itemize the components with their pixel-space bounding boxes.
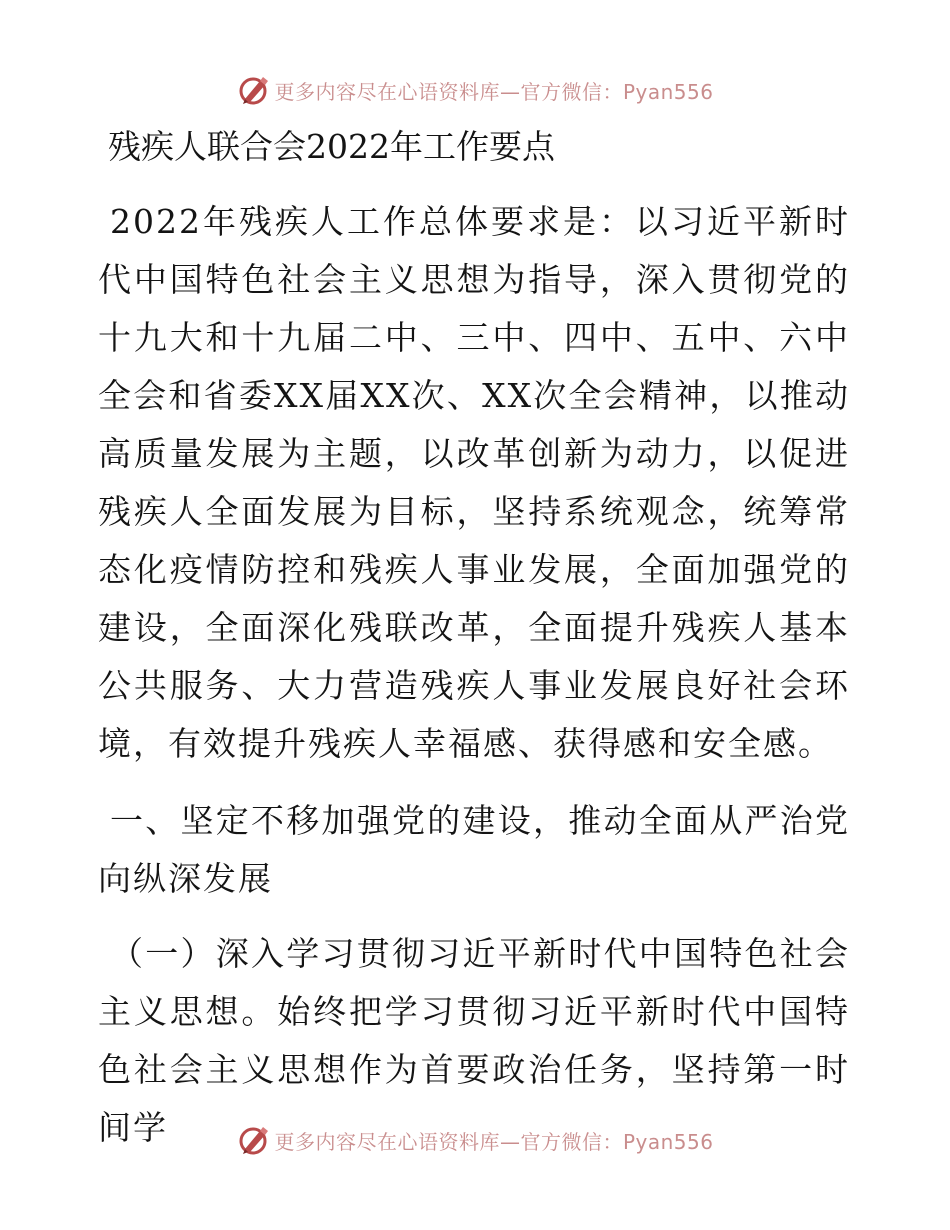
pen-logo-icon: [236, 1122, 272, 1158]
pen-logo-icon: [236, 72, 272, 108]
intro-paragraph: 2022年残疾人工作总体要求是：以习近平新时代中国特色社会主义思想为指导，深入贯彻党的十九大和十九届二中、三中、四中、五中、六中全会和省委XX届XX次、XX次全会精神，以推动高质量发展为主题，以改革创新为动力，以促进残疾人全面发展为目标，坚持系统观念，统筹常态化疫情防控和残疾人事业发展，全面加强党的建设，全面深化残联改革，全面提升残疾人基本公共服务、大力营造残疾人事业发展良好社会环境，有效提升残疾人幸福感、获得感和安全感。: [98, 202, 850, 763]
watermark-text: 更多内容尽在心语资料库—官方微信：Pyan556: [274, 1129, 714, 1154]
header-watermark: [0, 70, 950, 110]
footer-watermark: [0, 1120, 950, 1160]
sub-paragraph: （一）深入学习贯彻习近平新时代中国特色社会主义思想。始终把学习贯彻习近平新时代中国特色社会主义思想作为首要政治任务，坚持第一时间学: [98, 934, 850, 1147]
section-heading: 一、坚定不移加强党的建设，推动全面从严治党向纵深发展: [98, 801, 850, 898]
watermark-text: 更多内容尽在心语资料库—官方微信：Pyan556: [274, 79, 714, 104]
document-title: 残疾人联合会2022年工作要点: [108, 127, 555, 166]
